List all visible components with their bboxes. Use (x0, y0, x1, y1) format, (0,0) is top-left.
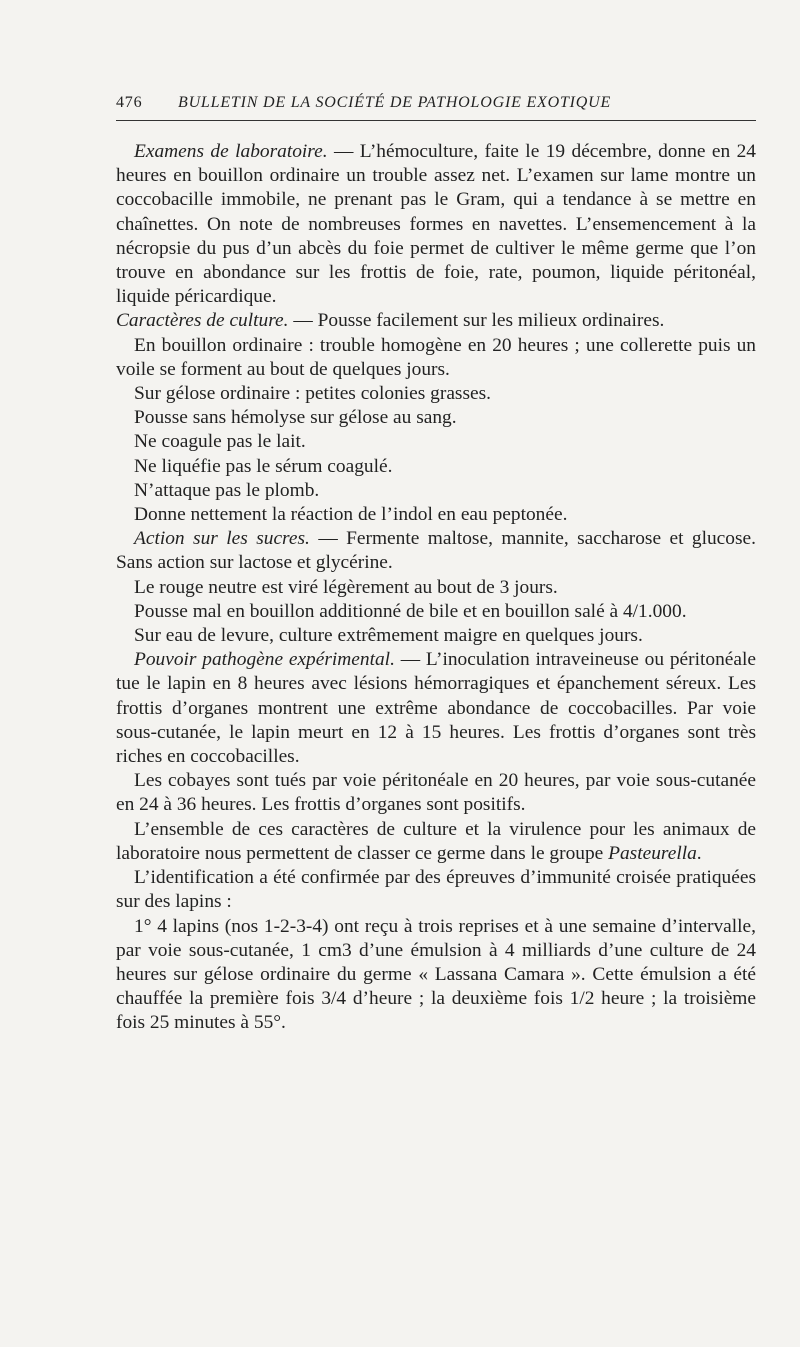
paragraph: Sur eau de levure, culture extrêmement maigre en quelques jours. (134, 625, 643, 647)
paragraph (116, 309, 756, 333)
section-heading: Action sur les sucres. (134, 528, 310, 550)
paragraph: Les cobayes sont tués par voie péritonéale en 20 heures, par voie sous-cutanée en 24 à 36 heures. Les frottis d’organes sont positifs. (116, 770, 756, 816)
section-heading: Examens de laboratoire. (134, 141, 328, 162)
paragraph: Donne nettement la réaction de l’indol en eau peptonée. (134, 504, 568, 526)
paragraph (116, 648, 756, 769)
paragraph-text: — Pousse facilement sur les milieux ordinaires. (288, 310, 665, 332)
paragraph: Pousse mal en bouillon additionné de bile et en bouillon salé à 4/1.000. (134, 600, 687, 622)
paragraph-text: — L’hémoculture, faite le 19 décembre, donne en 24 heures en bouillon ordinaire un trouble assez net. L’examen sur lame montre un coccobacille immobile, ne prenant pas le Gram, qui a tendance à se mettre en chaînettes. On note de nombreuses formes en navettes. L’ensemencement à la nécropsie du pus d’un abcès du foie permet de cultiver le même germe que l’on trouve en abondance sur les frottis de foie, rate, poumon, liquide péritonéal, liquide péricardique. (116, 141, 756, 308)
paragraph: L’identification a été confirmée par des épreuves d’immunité croisée pratiquées sur des lapins : (116, 867, 756, 913)
body-text (116, 140, 756, 1036)
page-number: 476 (116, 94, 143, 111)
paragraph: Le rouge neutre est viré légèrement au bout de 3 jours. (134, 576, 558, 598)
paragraph: Ne coagule pas le lait. (134, 431, 306, 453)
paragraph: En bouillon ordinaire : trouble homogène en 20 heures ; une collerette puis un voile se forment au bout de quelques jours. (116, 334, 756, 380)
section-heading: Caractères de culture. (116, 310, 289, 332)
paragraph: 1° 4 lapins (nos 1-2-3-4) ont reçu à trois reprises et à une semaine d’intervalle, par voie sous-cutanée, 1 cm3 d’une émulsion à 4 milliards d’une culture de 24 heures sur gélose ordinaire du germe « Lassana Camara ». Cette émulsion a été chauffée la première fois 3/4 d’heure ; la deuxième fois 1/2 heure ; la troisième fois 25 minutes à 55°. (116, 915, 756, 1034)
section-heading: Pouvoir pathogène expérimental. (134, 649, 395, 671)
paragraph: Pousse sans hémolyse sur gélose au sang. (134, 407, 457, 429)
paragraph-text: L’ensemble de ces caractères de culture et la virulence pour les animaux de laboratoire nous permettent de classer ce germe dans le groupe (116, 818, 756, 864)
paragraph: N’attaque pas le plomb. (134, 479, 320, 501)
paragraph (116, 140, 756, 309)
paragraph-text: — Fermente maltose, mannite, saccharose et glucose. Sans action sur lactose et glycérine. (116, 528, 756, 574)
journal-title: BULLETIN DE LA SOCIÉTÉ DE PATHOLOGIE EXOTIQUE (178, 94, 612, 111)
paragraph (116, 527, 756, 575)
paragraph-text: — L’inoculation intraveineuse ou péritonéale tue le lapin en 8 heures avec lésions hémorragiques et épanchement séreux. Les frottis d’organes montrent une extrême abondance de coccobacilles. Par voie sous-cutanée, le lapin meurt en 12 à 15 heures. Les frottis d’organes sont très riches en coccobacilles. (116, 649, 756, 768)
genus-name: Pasteurella (608, 842, 697, 864)
paragraph (116, 818, 756, 866)
running-header (116, 94, 756, 121)
paragraph: Ne liquéfie pas le sérum coagulé. (134, 455, 393, 477)
paragraph: Sur gélose ordinaire : petites colonies grasses. (134, 383, 492, 405)
paragraph-text: . (696, 842, 702, 864)
